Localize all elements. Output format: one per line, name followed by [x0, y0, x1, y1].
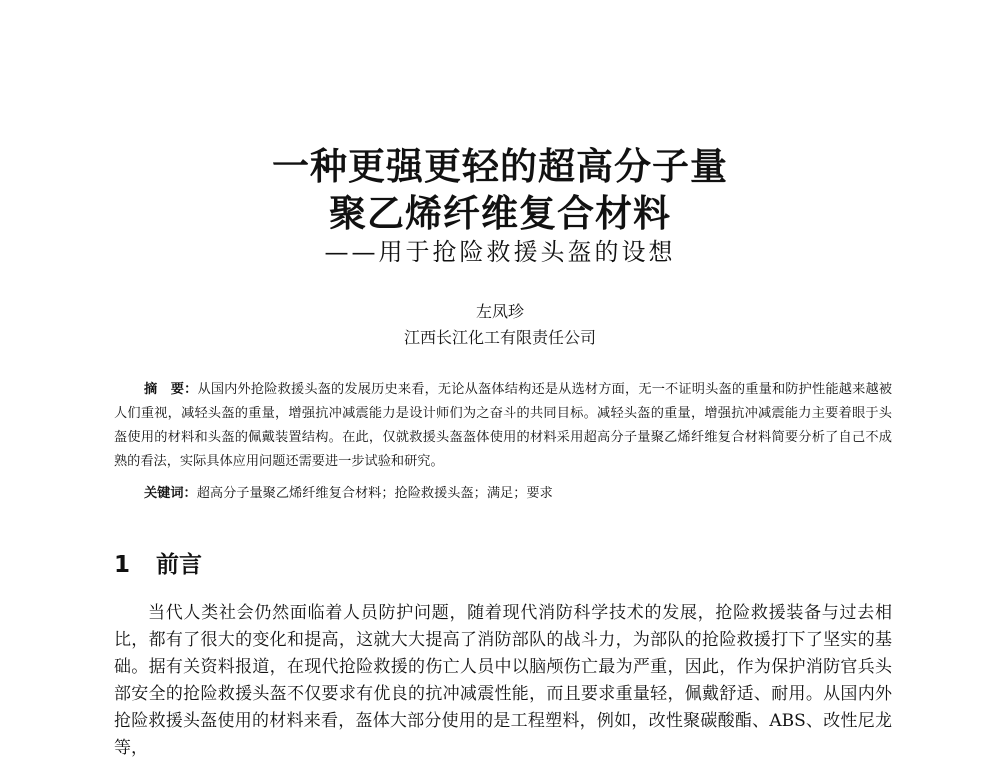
affiliation: 江西长江化工有限责任公司: [403, 328, 596, 347]
subtitle: ——用于抢险救援头盔的设想: [324, 238, 676, 266]
section-title: 前言: [156, 552, 203, 578]
title-line-2: 聚乙烯纤维复合材料: [329, 191, 671, 235]
abstract: [114, 378, 892, 474]
author: 左凤珍: [475, 302, 524, 321]
abstract-text: 从国内外抢险救援头盔的发展历史来看，无论从盔体结构还是从选材方面，无一不证明头盔的重量和防护性能越来越被人们重视，减轻头盔的重量，增强抗冲减震能力是设计师们为之奋斗的共同目标。减轻头盔的重量，增强抗冲减震能力主要着眼于头盔使用的材料和头盔的佩戴装置结构。在此，仅就救援头盔盔体使用的材料采用超高分子量聚乙烯纤维复合材料简要分析了自己不成熟的看法，实际具体应用问题还需要进一步试验和研究。: [114, 382, 893, 469]
abstract-label: 摘 要：: [144, 382, 198, 397]
keywords: [144, 482, 892, 506]
section-heading: [114, 546, 202, 579]
title-line-1: 一种更强更轻的超高分子量: [272, 144, 728, 188]
section-number: 1: [114, 552, 131, 578]
keywords-text: 超高分子量聚乙烯纤维复合材料；抢险救援头盔；满足；要求: [196, 486, 553, 501]
keywords-label: 关键词：: [144, 486, 197, 501]
body-paragraph: 当代人类社会仍然面临着人员防护问题，随着现代消防科学技术的发展，抢险救援装备与过去相比，都有了很大的变化和提高，这就大大提高了消防部队的战斗力，为部队的抢险救援打下了坚实的基础。据有关资料报道，在现代抢险救援的伤亡人员中以脑颅伤亡最为严重，因此，作为保护消防官兵头部安全的抢险救援头盔不仅要求有优良的抗冲减震性能，而且要求重量轻，佩戴舒适、耐用。从国内外抢险救援头盔使用的材料来看，盔体大部分使用的是工程塑料，例如，改性聚碳酸酯、ABS、改性尼龙等，: [114, 603, 892, 758]
